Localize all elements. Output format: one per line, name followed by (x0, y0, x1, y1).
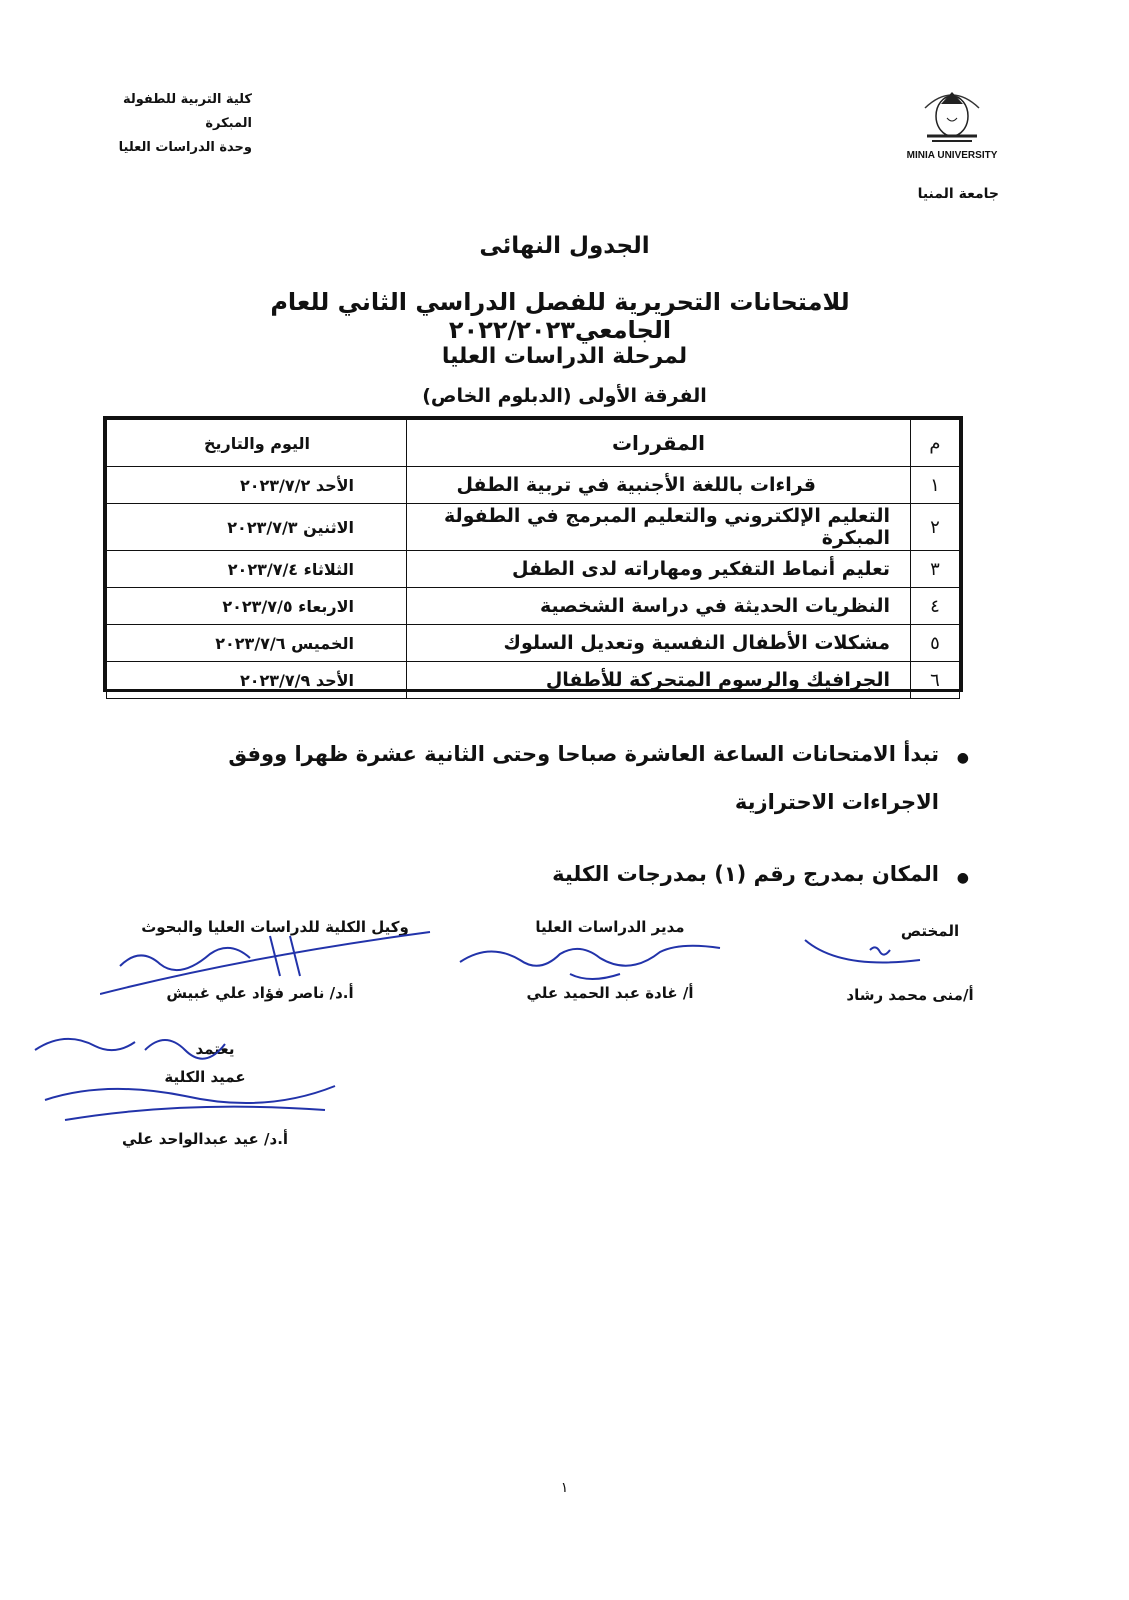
note-hours (119, 742, 969, 814)
specialist-name: أ/منى محمد رشاد (846, 986, 974, 1004)
university-logo (897, 74, 1007, 166)
unit-name: وحدة الدراسات العليا (118, 140, 252, 155)
dean-name: أ.د/ عيد عبدالواحد علي (121, 1130, 289, 1148)
dean-signature-icon (25, 1020, 345, 1130)
header-num: م (911, 420, 960, 467)
table-row (107, 504, 960, 551)
director-title: مدير الدراسات العليا (535, 918, 685, 936)
row-date: الاربعاء ٢٠٢٣/٧/٥ (107, 588, 407, 625)
row-date: الاثنين ٢٠٢٣/٧/٣ (107, 504, 407, 551)
doc-subtitle: للامتحانات التحريرية للفصل الدراسي الثاني للعام الجامعي٢٠٢٢/٢٠٢٣ (270, 288, 850, 344)
row-date: الأحد ٢٠٢٣/٧/٩ (107, 662, 407, 699)
row-num: ٤ (911, 588, 960, 625)
row-num: ١ (911, 467, 960, 504)
header-course: المقررات (407, 420, 911, 467)
row-course: التعليم الإلكتروني والتعليم المبرمج في الطفولة المبكرة (407, 504, 911, 551)
table-row (107, 588, 960, 625)
vice-dean-signature-icon (100, 926, 440, 996)
row-num: ٥ (911, 625, 960, 662)
vice-dean-name: أ.د/ ناصر فؤاد علي غبيش (166, 984, 354, 1002)
director-name: أ/ غادة عبد الحميد علي (526, 984, 694, 1002)
approve-label: يعتمد (195, 1040, 235, 1058)
header-date: اليوم والتاريخ (107, 420, 407, 467)
note-hours-line1: تبدأ الامتحانات الساعة العاشرة صباحا وحتى الثانية عشرة ظهرا ووفق (228, 742, 939, 766)
row-course: النظريات الحديثة في دراسة الشخصية (407, 588, 911, 625)
specialist-signature-icon (800, 930, 930, 980)
doc-title: الجدول النهائى (479, 233, 650, 259)
row-course: الجرافيك والرسوم المتحركة للأطفال (407, 662, 911, 699)
row-num: ٦ (911, 662, 960, 699)
row-date: الخميس ٢٠٢٣/٧/٦ (107, 625, 407, 662)
logo-caption: MINIA UNIVERSITY (906, 150, 998, 161)
row-course: تعليم أنماط التفكير ومهاراته لدى الطفل (407, 551, 911, 588)
university-name: جامعة المنيا (917, 186, 999, 202)
page-number: ١ (560, 1480, 569, 1496)
director-signature-icon (450, 932, 740, 992)
row-date: الأحد ٢٠٢٣/٧/٢ (107, 467, 407, 504)
doc-stage: لمرحلة الدراسات العليا (441, 344, 688, 369)
bullet-icon: ● (956, 870, 969, 886)
row-num: ٣ (911, 551, 960, 588)
bullet-icon: ● (956, 750, 969, 766)
specialist-title: المختص (900, 922, 960, 940)
table-row (107, 551, 960, 588)
faculty-header (112, 88, 252, 160)
note-location (119, 862, 969, 886)
faculty-name: كلية التربية للطفولة المبكرة (122, 92, 252, 131)
row-date: الثلاثاء ٢٠٢٣/٧/٤ (107, 551, 407, 588)
table-row (107, 662, 960, 699)
table-row (107, 467, 960, 504)
note-location-text: المكان بمدرج رقم (١) بمدرجات الكلية (552, 862, 939, 886)
exam-table (103, 416, 963, 692)
row-num: ٢ (911, 504, 960, 551)
row-course: قراءات باللغة الأجنبية في تربية الطفل (407, 467, 911, 504)
row-course: مشكلات الأطفال النفسية وتعديل السلوك (407, 625, 911, 662)
doc-level: الفرقة الأولى (الدبلوم الخاص) (422, 385, 707, 407)
table-row (107, 625, 960, 662)
vice-dean-title: وكيل الكلية للدراسات العليا والبحوث (141, 918, 409, 936)
note-hours-line2: الاجراءات الاحترازية (734, 790, 939, 814)
dean-title: عميد الكلية (164, 1068, 246, 1086)
table-header-row (107, 420, 960, 467)
